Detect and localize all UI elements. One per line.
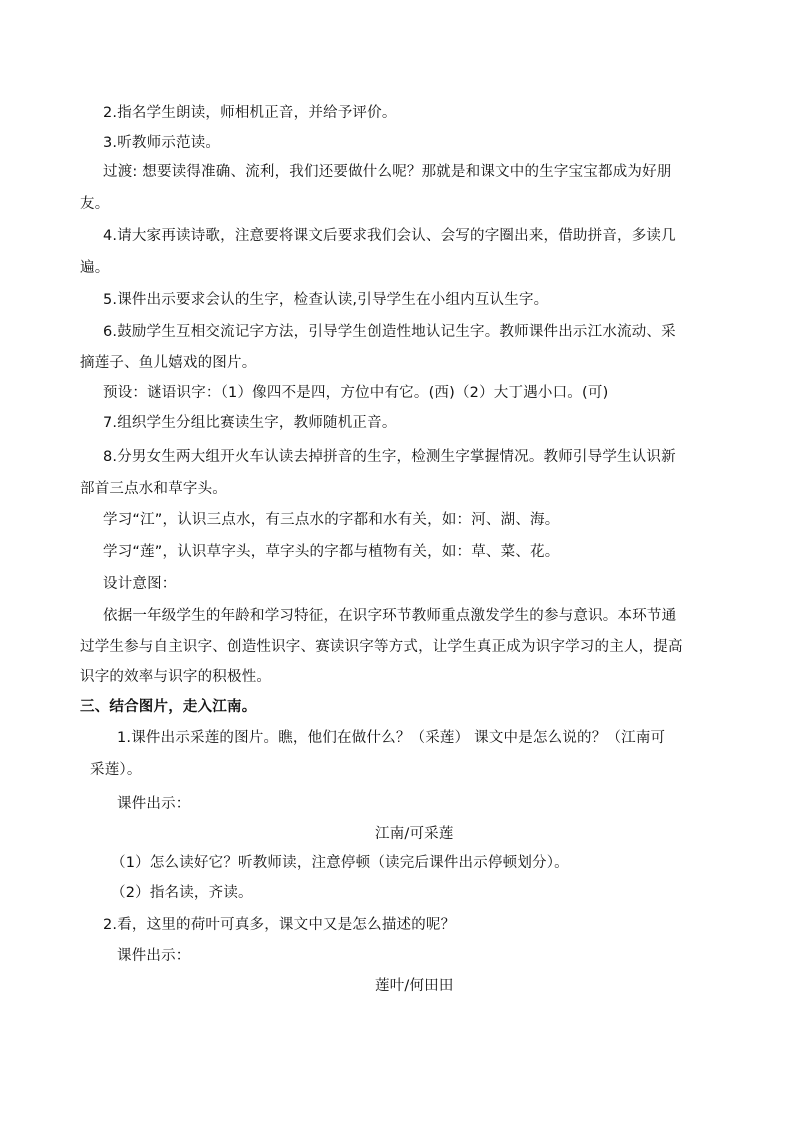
design-intent-heading: 设计意图： bbox=[103, 576, 177, 592]
courseware-label-1: 课件出示： bbox=[117, 796, 191, 812]
step-7: 7.组织学生分组比赛读生字，教师随机正音。 bbox=[103, 415, 397, 431]
step-5: 5.课件出示要求会认的生字，检查认读,引导学生在小组内互认生字。 bbox=[103, 292, 549, 308]
learn-lian: 学习“莲”，认识草字头，草字头的字都与植物有关，如：草、菜、花。 bbox=[103, 544, 560, 560]
riddle-preset: 预设：谜语识字：（1）像四不是四，方位中有它。(西)（2）大丁遇小口。(可) bbox=[103, 385, 609, 401]
step-4-line-1: 4.请大家再读诗歌，注意要将课文后要求我们会认、会写的字圈出来，借助拼音，多读几 bbox=[103, 228, 676, 244]
poem-line-2: 莲叶/何田田 bbox=[375, 978, 454, 994]
step-8-line-2: 部首三点水和草字头。 bbox=[80, 481, 227, 497]
step-6-line-1: 6.鼓励学生互相交流记字方法，引导学生创造性地认记生字。教师课件出示江水流动、采 bbox=[103, 324, 676, 340]
learn-jiang: 学习“江”，认识三点水，有三点水的字都和水有关，如：河、湖、海。 bbox=[103, 512, 560, 528]
section-3-heading: 三、结合图片，走入江南。 bbox=[80, 699, 257, 715]
step-2-read-aloud: 2.指名学生朗读，师相机正音，并给予评价。 bbox=[103, 105, 397, 121]
part-2-line: 2.看，这里的荷叶可真多，课文中又是怎么描述的呢？ bbox=[103, 917, 456, 933]
question-2: （2）指名读，齐读。 bbox=[111, 885, 253, 901]
question-1: （1）怎么读好它？听教师读，注意停顿（读完后课件出示停顿划分）。 bbox=[111, 855, 569, 871]
design-intent-line-2: 过学生参与自主识字、创造性识字、赛读识字等方式，让学生真正成为识字学习的主人，提高 bbox=[80, 639, 683, 655]
step-6-line-2: 摘莲子、鱼儿嬉戏的图片。 bbox=[80, 355, 257, 371]
transition-line-2: 友。 bbox=[80, 196, 110, 212]
part-1-line-1: 1.课件出示采莲的图片。瞧，他们在做什么？（采莲） 课文中是怎么说的？（江南可 bbox=[117, 730, 666, 746]
courseware-label-2: 课件出示： bbox=[117, 948, 191, 964]
transition-line-1: 过渡: 想要读得准确、流利，我们还要做什么呢？那就是和课文中的生字宝宝都成为好朋 bbox=[103, 164, 672, 180]
part-1-line-2: 采莲）。 bbox=[90, 762, 142, 778]
step-8-line-1: 8.分男女生两大组开火车认读去掉拼音的生字，检测生字掌握情况。教师引导学生认识新 bbox=[103, 449, 676, 465]
poem-line-1: 江南/可采莲 bbox=[375, 826, 454, 842]
step-3-listen: 3.听教师示范读。 bbox=[103, 135, 221, 151]
step-4-line-2: 遍。 bbox=[80, 260, 110, 276]
design-intent-line-1: 依据一年级学生的年龄和学习特征，在识字环节教师重点激发学生的参与意识。本环节通 bbox=[103, 608, 677, 624]
design-intent-line-3: 识字的效率与识字的积极性。 bbox=[80, 669, 272, 685]
